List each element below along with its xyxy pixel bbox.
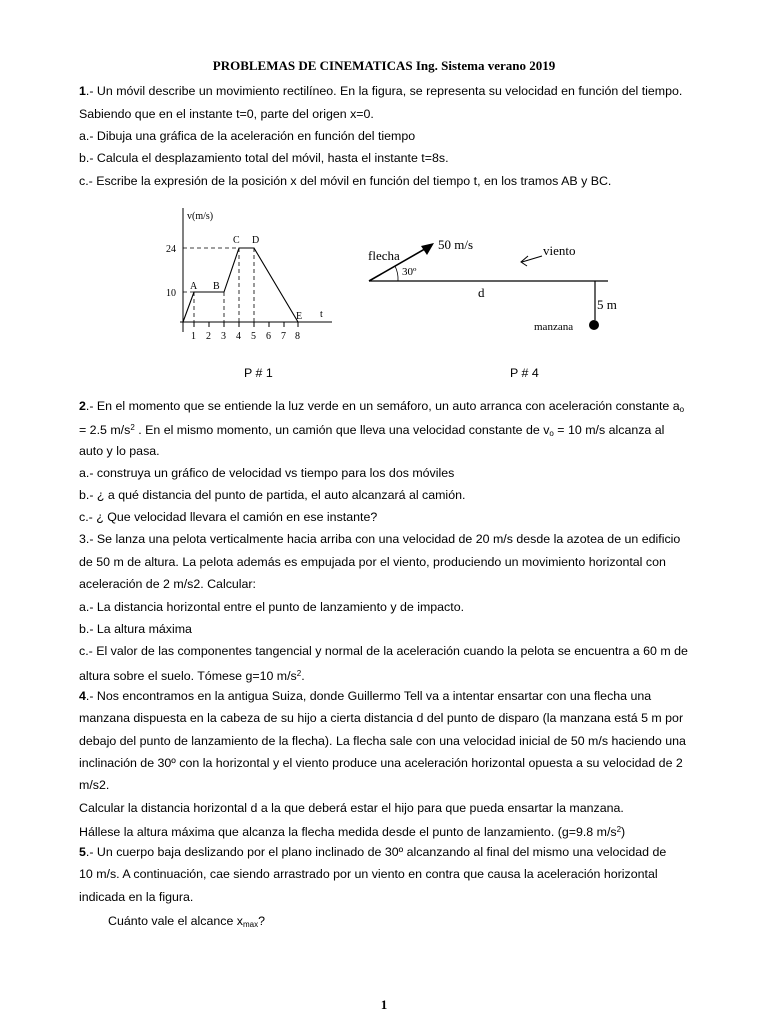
p1-number: 1 bbox=[79, 84, 86, 98]
point-D: D bbox=[252, 235, 260, 246]
x-tick-label: 8 bbox=[295, 331, 300, 342]
p3-item-a: a.- La distancia horizontal entre el punto de lanzamiento y de impacto. bbox=[79, 600, 465, 614]
p2-item-b: b.- ¿ a qué distancia del punto de partida, el auto alcanzará al camión. bbox=[79, 488, 466, 502]
p4-sup-2: 2 bbox=[616, 825, 622, 834]
y-axis-label: v(m/s) bbox=[187, 211, 214, 222]
p2-line3: auto y lo pasa. bbox=[79, 444, 160, 458]
x-tick-label: 4 bbox=[236, 331, 241, 342]
p4-number: 4 bbox=[79, 689, 86, 703]
x-tick-label: 2 bbox=[206, 331, 211, 342]
p2-text2b: . En el mismo momento, un camión que lleva una velocidad constante de v bbox=[134, 423, 550, 437]
point-A: A bbox=[190, 281, 198, 292]
p2-text2a: = 2.5 m/s bbox=[79, 423, 131, 437]
angle-label: 30º bbox=[402, 266, 417, 278]
y-tick-10: 10 bbox=[166, 288, 176, 299]
p3-line3: aceleración de 2 m/s2. Calcular: bbox=[79, 577, 256, 591]
arrow-head bbox=[421, 243, 434, 255]
p1-item-b: b.- Calcula el desplazamiento total del móvil, hasta el instante t=8s. bbox=[79, 151, 449, 165]
x-tick-label: 7 bbox=[281, 331, 286, 342]
p2-sub-o: o bbox=[679, 405, 685, 414]
p5-number: 5 bbox=[79, 845, 86, 859]
velocity-time-graph bbox=[166, 208, 332, 342]
p5-text4a: Cuánto vale el alcance x bbox=[108, 914, 244, 928]
caption-p1: P # 1 bbox=[244, 366, 273, 380]
p5-line3: indicada en la figura. bbox=[79, 890, 194, 904]
p3-g-end: . bbox=[301, 669, 305, 683]
p3-item-c: c.- El valor de las componentes tangencial y normal de la aceleración cuando la pelota se encuentra a 60 m de bbox=[79, 644, 688, 658]
point-B: B bbox=[213, 281, 220, 292]
figures bbox=[0, 0, 768, 400]
p4-line2: manzana dispuesta en la cabeza de su hijo a cierta distancia d del punto de disparo (la manzana está 5 m por bbox=[79, 711, 684, 725]
x-tick-label: 6 bbox=[266, 331, 271, 342]
height-label: 5 m bbox=[597, 297, 617, 312]
p3-g-sup: 2 bbox=[296, 669, 302, 678]
apple-icon bbox=[589, 320, 599, 330]
velocity-curve bbox=[183, 248, 298, 322]
p5-line2: 10 m/s. A continuación, cae siendo arrastrado por un viento en contra que causa la aceleración horizontal bbox=[79, 867, 658, 881]
p4-text1: .- Nos encontramos en la antigua Suiza, donde Guillermo Tell va a intentar ensartar con una flecha una bbox=[85, 689, 652, 703]
caption-p4: P # 4 bbox=[510, 366, 539, 380]
point-C: C bbox=[233, 235, 240, 246]
p4-line1 bbox=[79, 688, 651, 704]
speed-label: 50 m/s bbox=[438, 237, 474, 252]
p1-line2: Sabiendo que en el instante t=0, parte del origen x=0. bbox=[79, 107, 374, 121]
p1-item-c: c.- Escribe la expresión de la posición x del móvil en función del tiempo t, en los tramos AB y BC. bbox=[79, 174, 612, 188]
x-tick-label: 1 bbox=[191, 331, 196, 342]
p2-line2 bbox=[79, 420, 664, 442]
p3-line-g bbox=[79, 666, 305, 684]
x-tick-label: 3 bbox=[221, 331, 226, 342]
p1-text1: .- Un móvil describe un movimiento rectilíneo. En la figura, se representa su velocidad en función del tiempo. bbox=[85, 84, 683, 98]
p4-line4: inclinación de 30º con la horizontal y el viento produce una aceleración horizontal opuesta a su velocidad de 2 bbox=[79, 756, 683, 770]
p4-line6: Calcular la distancia horizontal d a la que deberá estar el hijo para que pueda ensartar la manzana. bbox=[79, 801, 624, 815]
p3-line2: de 50 m de altura. La pelota además es empujada por el viento, produciendo un movimiento horizontal con bbox=[79, 555, 666, 569]
arrow-diagram bbox=[368, 237, 617, 333]
p2-item-a: a.- construya un gráfico de velocidad vs tiempo para los dos móviles bbox=[79, 466, 455, 480]
p5-sub-max: max bbox=[243, 920, 259, 929]
p2-item-c: c.- ¿ Que velocidad llevara el camión en ese instante? bbox=[79, 510, 378, 524]
p2-sup-2: 2 bbox=[130, 423, 135, 432]
p5-text4b: ? bbox=[258, 914, 266, 928]
p2-line1 bbox=[79, 398, 684, 418]
p4-text7a: Hállese la altura máxima que alcanza la flecha medida desde el punto de lanzamiento. (g=9.8 m/s bbox=[79, 825, 617, 839]
p4-line3: debajo del punto de lanzamiento de la flecha). La flecha sale con una velocidad inicial de 50 m/s haciendo una bbox=[79, 734, 686, 748]
flecha-label: flecha bbox=[368, 248, 400, 263]
p5-line4 bbox=[108, 913, 265, 933]
p3-g-text: altura sobre el suelo. Tómese g=10 m/s bbox=[79, 669, 297, 683]
page-title: PROBLEMAS DE CINEMATICAS Ing. Sistema verano 2019 bbox=[212, 58, 556, 73]
point-E: E bbox=[296, 311, 303, 322]
p4-line5: m/s2. bbox=[79, 778, 110, 792]
x-ticks bbox=[191, 322, 300, 342]
p1-item-a: a.- Dibuja una gráfica de la aceleración en función del tiempo bbox=[79, 129, 416, 143]
viento-label: viento bbox=[543, 243, 576, 258]
p5-text1: .- Un cuerpo baja deslizando por el plano inclinado de 30º alcanzando al final del mismo una velocidad de bbox=[85, 845, 667, 859]
p3-item-b: b.- La altura máxima bbox=[79, 622, 192, 636]
p3-line1: 3.- Se lanza una pelota verticalmente hacia arriba con una velocidad de 20 m/s desde la azotea de un edificio bbox=[79, 532, 681, 546]
p2-text2c: = 10 m/s alcanza al bbox=[553, 423, 665, 437]
p2-sub-vo: o bbox=[549, 429, 554, 438]
distance-label: d bbox=[478, 285, 485, 300]
x-axis-label: t bbox=[320, 309, 323, 320]
p4-text7b: ) bbox=[621, 825, 626, 839]
p5-line1 bbox=[79, 844, 666, 860]
y-tick-24: 24 bbox=[166, 244, 176, 255]
p2-number: 2 bbox=[79, 399, 86, 413]
x-tick-label: 5 bbox=[251, 331, 256, 342]
angle-arc bbox=[395, 266, 398, 281]
p4-line7 bbox=[79, 822, 625, 840]
p2-text1: .- En el momento que se entiende la luz verde en un semáforo, un auto arranca con aceleración constante a bbox=[85, 399, 680, 413]
manzana-label: manzana bbox=[534, 321, 574, 333]
page-number: 1 bbox=[380, 997, 388, 1012]
